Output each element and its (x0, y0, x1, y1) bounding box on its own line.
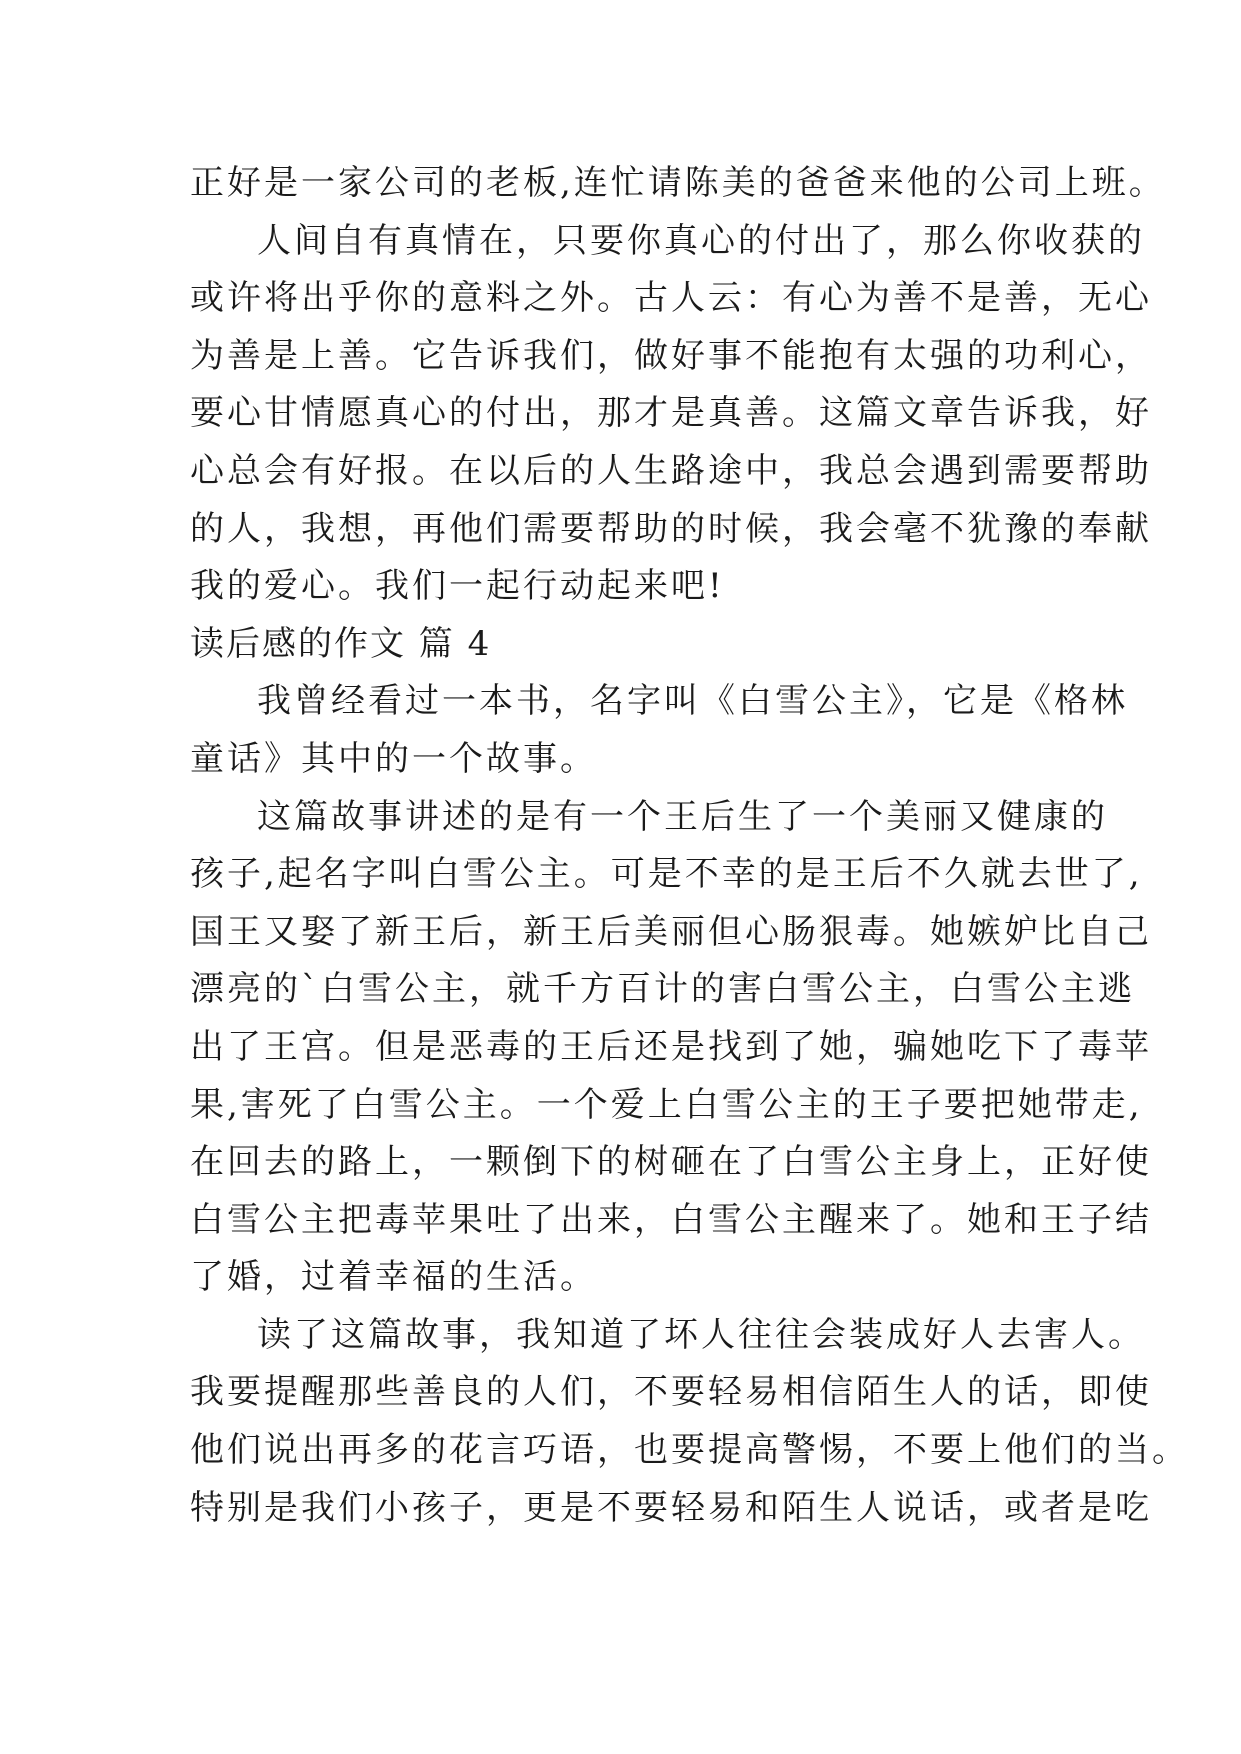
text-line: 果,害死了白雪公主。一个爱上白雪公主的王子要把她带走, (190, 1084, 1143, 1125)
paragraph-first-line: 这篇故事讲述的是有一个王后生了一个美丽又健康的 (257, 796, 1108, 837)
text-line: 漂亮的`白雪公主，就千方百计的害白雪公主，白雪公主逃 (190, 969, 1135, 1010)
text-line: 我要提醒那些善良的人们，不要轻易相信陌生人的话，即使 (190, 1372, 1152, 1413)
document-body (190, 155, 1189, 1537)
text-line: 要心甘情愿真心的付出，那才是真善。这篇文章告诉我，好 (190, 393, 1152, 434)
text-line: 孩子,起名字叫白雪公主。可是不幸的是王后不久就去世了, (190, 854, 1143, 895)
section-heading: 读后感的作文 篇 4 (190, 623, 492, 664)
text-line: 出了王宫。但是恶毒的王后还是找到了她，骗她吃下了毒苹 (190, 1026, 1152, 1067)
paragraph-first-line: 我曾经看过一本书，名字叫《白雪公主》，它是《格林 (257, 681, 1128, 722)
text-line: 了婚，过着幸福的生活。 (190, 1257, 597, 1298)
text-line: 我的爱心。我们一起行动起来吧! (190, 566, 725, 607)
paragraph-first-line: 读了这篇故事，我知道了坏人往往会装成好人去害人。 (257, 1314, 1145, 1355)
text-line: 在回去的路上，一颗倒下的树砸在了白雪公主身上，正好使 (190, 1142, 1152, 1183)
text-line: 他们说出再多的花言巧语，也要提高警惕，不要上他们的当。 (190, 1430, 1189, 1471)
text-line: 或许将出乎你的意料之外。古人云：有心为善不是善，无心 (190, 278, 1152, 319)
text-line: 童话》其中的一个故事。 (190, 738, 597, 779)
text-line: 白雪公主把毒苹果吐了出来，白雪公主醒来了。她和王子结 (190, 1199, 1152, 1240)
text-line: 特别是我们小孩子，更是不要轻易和陌生人说话，或者是吃 (190, 1487, 1152, 1528)
text-line: 正好是一家公司的老板,连忙请陈美的爸爸来他的公司上班。 (190, 163, 1166, 203)
paragraph-first-line: 人间自有真情在，只要你真心的付出了，那么你收获的 (257, 220, 1145, 261)
text-line: 的人，我想，再他们需要帮助的时候，我会毫不犹豫的奉献 (190, 508, 1152, 549)
text-line: 为善是上善。它告诉我们，做好事不能抱有太强的功利心， (190, 335, 1152, 376)
text-line: 心总会有好报。在以后的人生路途中，我总会遇到需要帮助 (190, 450, 1152, 491)
text-line: 国王又娶了新王后，新王后美丽但心肠狠毒。她嫉妒比自己 (190, 911, 1152, 952)
